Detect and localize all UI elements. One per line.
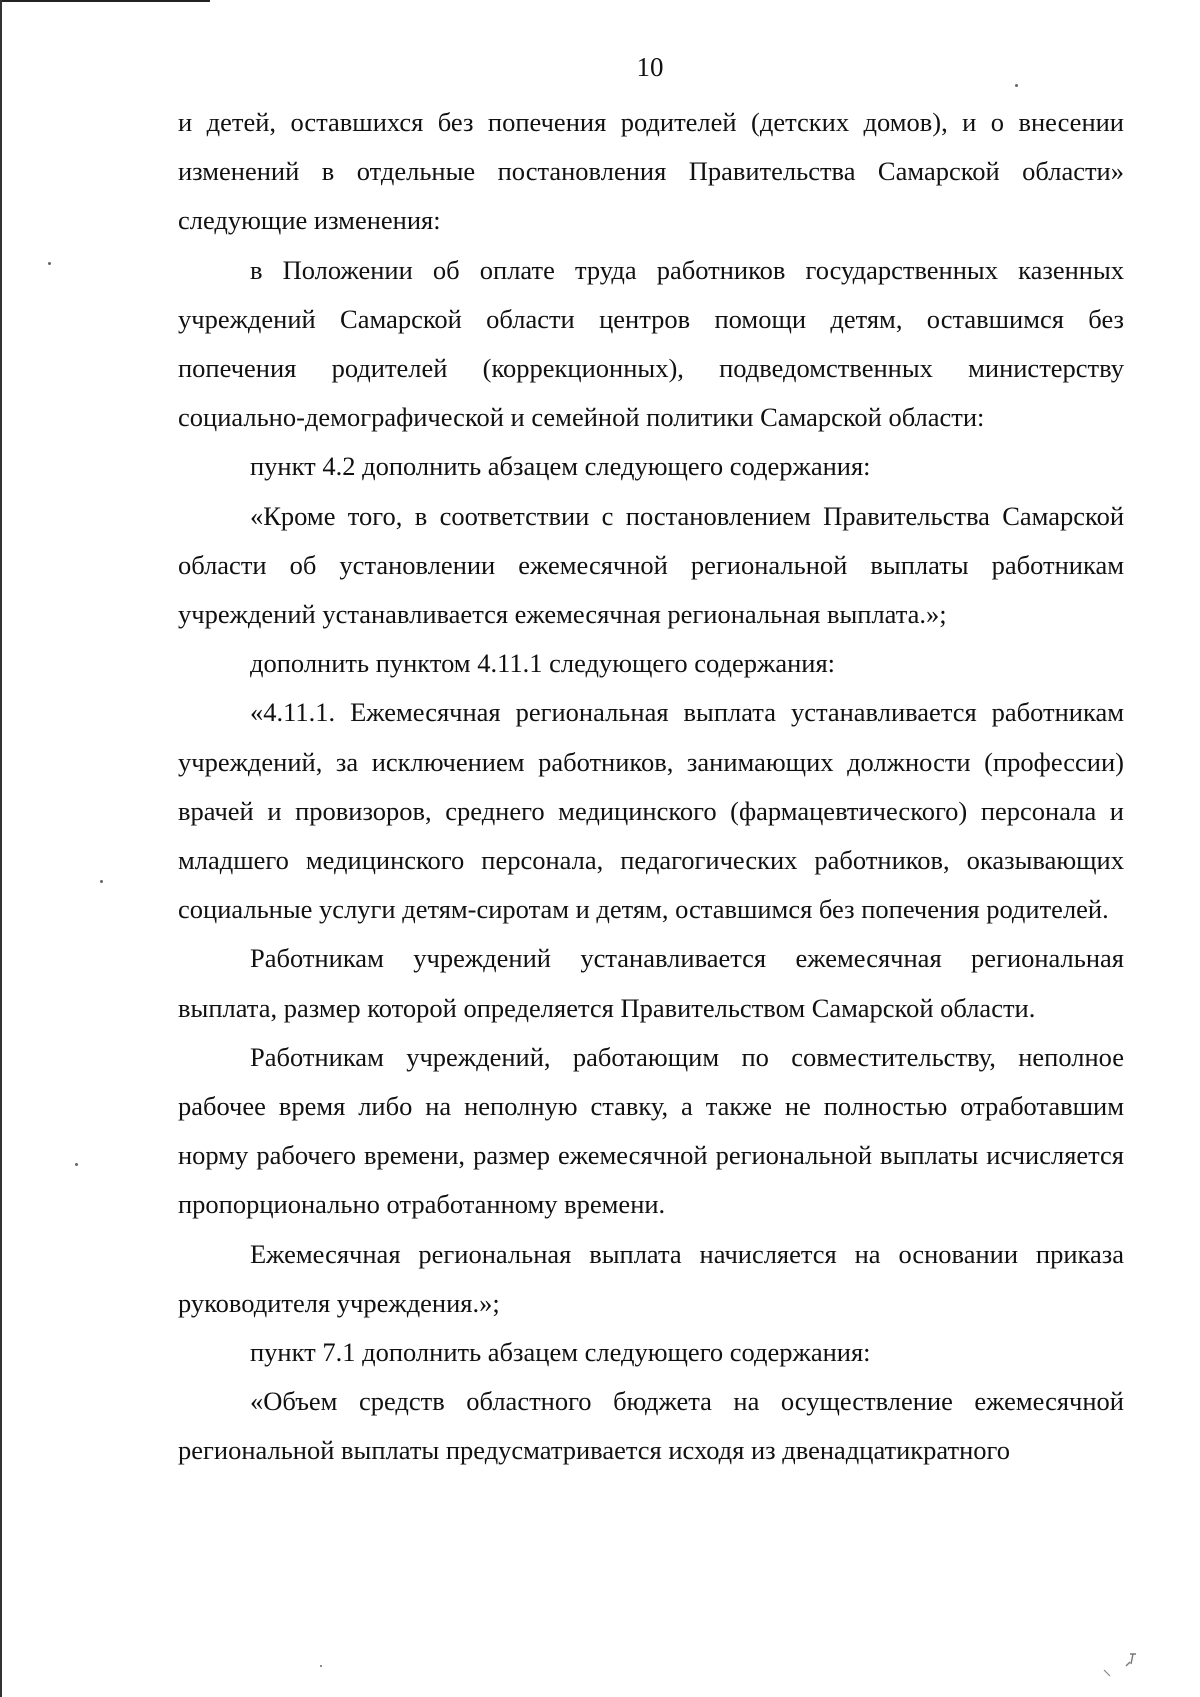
scan-speck — [75, 1163, 78, 1166]
document-body — [178, 98, 1124, 1476]
paragraph-10: пункт 7.1 дополнить абзацем следующего содержания: — [250, 1337, 871, 1368]
scan-speck — [48, 262, 51, 265]
scan-speck — [1015, 84, 1018, 87]
scan-speck — [320, 1665, 322, 1667]
scan-speck — [100, 880, 103, 883]
paragraph-7: Работникам учреждений устанавливается ежемесячная региональная выплата, размер которой определяется Правительством Самарской области. — [178, 943, 1124, 1023]
paragraph-8: Работникам учреждений, работающим по совместительству, неполное рабочее время либо на неполную ставку, а также не полностью отработавшим норму рабочего времени, размер ежемесячной региональной выплаты исчисляется пропорционально отработанному времени. — [178, 1041, 1124, 1220]
paragraph-3: пункт 4.2 дополнить абзацем следующего содержания: — [250, 451, 871, 482]
scan-mark-icon — [1100, 1650, 1140, 1678]
paragraph-11: «Объем средств областного бюджета на осуществление ежемесячной региональной выплаты предусматривается исходя из двенадцатикратного — [178, 1386, 1124, 1466]
paragraph-1: и детей, оставшихся без попечения родителей (детских домов), и о внесении изменений в отдельные постановления Правительства Самарской области» следующие изменения: — [178, 107, 1124, 236]
scan-edge-left — [0, 0, 2, 1697]
page-number: 10 — [636, 52, 664, 82]
paragraph-6: «4.11.1. Ежемесячная региональная выплата устанавливается работникам учреждений, за исключением работников, занимающих должности (профессии) врачей и провизоров, среднего медицинского (фармацевтического) персонала и младшего медицинского персонала, педагогических работников, оказывающих социальные услуги детям-сиротам и детям, оставшимся без попечения родителей. — [178, 697, 1124, 925]
paragraph-4: «Кроме того, в соответствии с постановлением Правительства Самарской области об установлении ежемесячной региональной выплаты работникам учреждений устанавливается ежемесячная региональная выплата.»; — [178, 500, 1124, 630]
paragraph-9: Ежемесячная региональная выплата начисляется на основании приказа руководителя учреждения.»; — [178, 1238, 1124, 1318]
paragraph-5: дополнить пунктом 4.11.1 следующего содержания: — [250, 648, 836, 679]
scan-edge-top — [0, 0, 210, 2]
paragraph-2: в Положении об оплате труда работников государственных казенных учреждений Самарской области центров помощи детям, оставшимся без попечения родителей (коррекционных), подведомственных министерству социально-демографической и семейной политики Самарской области: — [178, 254, 1124, 433]
